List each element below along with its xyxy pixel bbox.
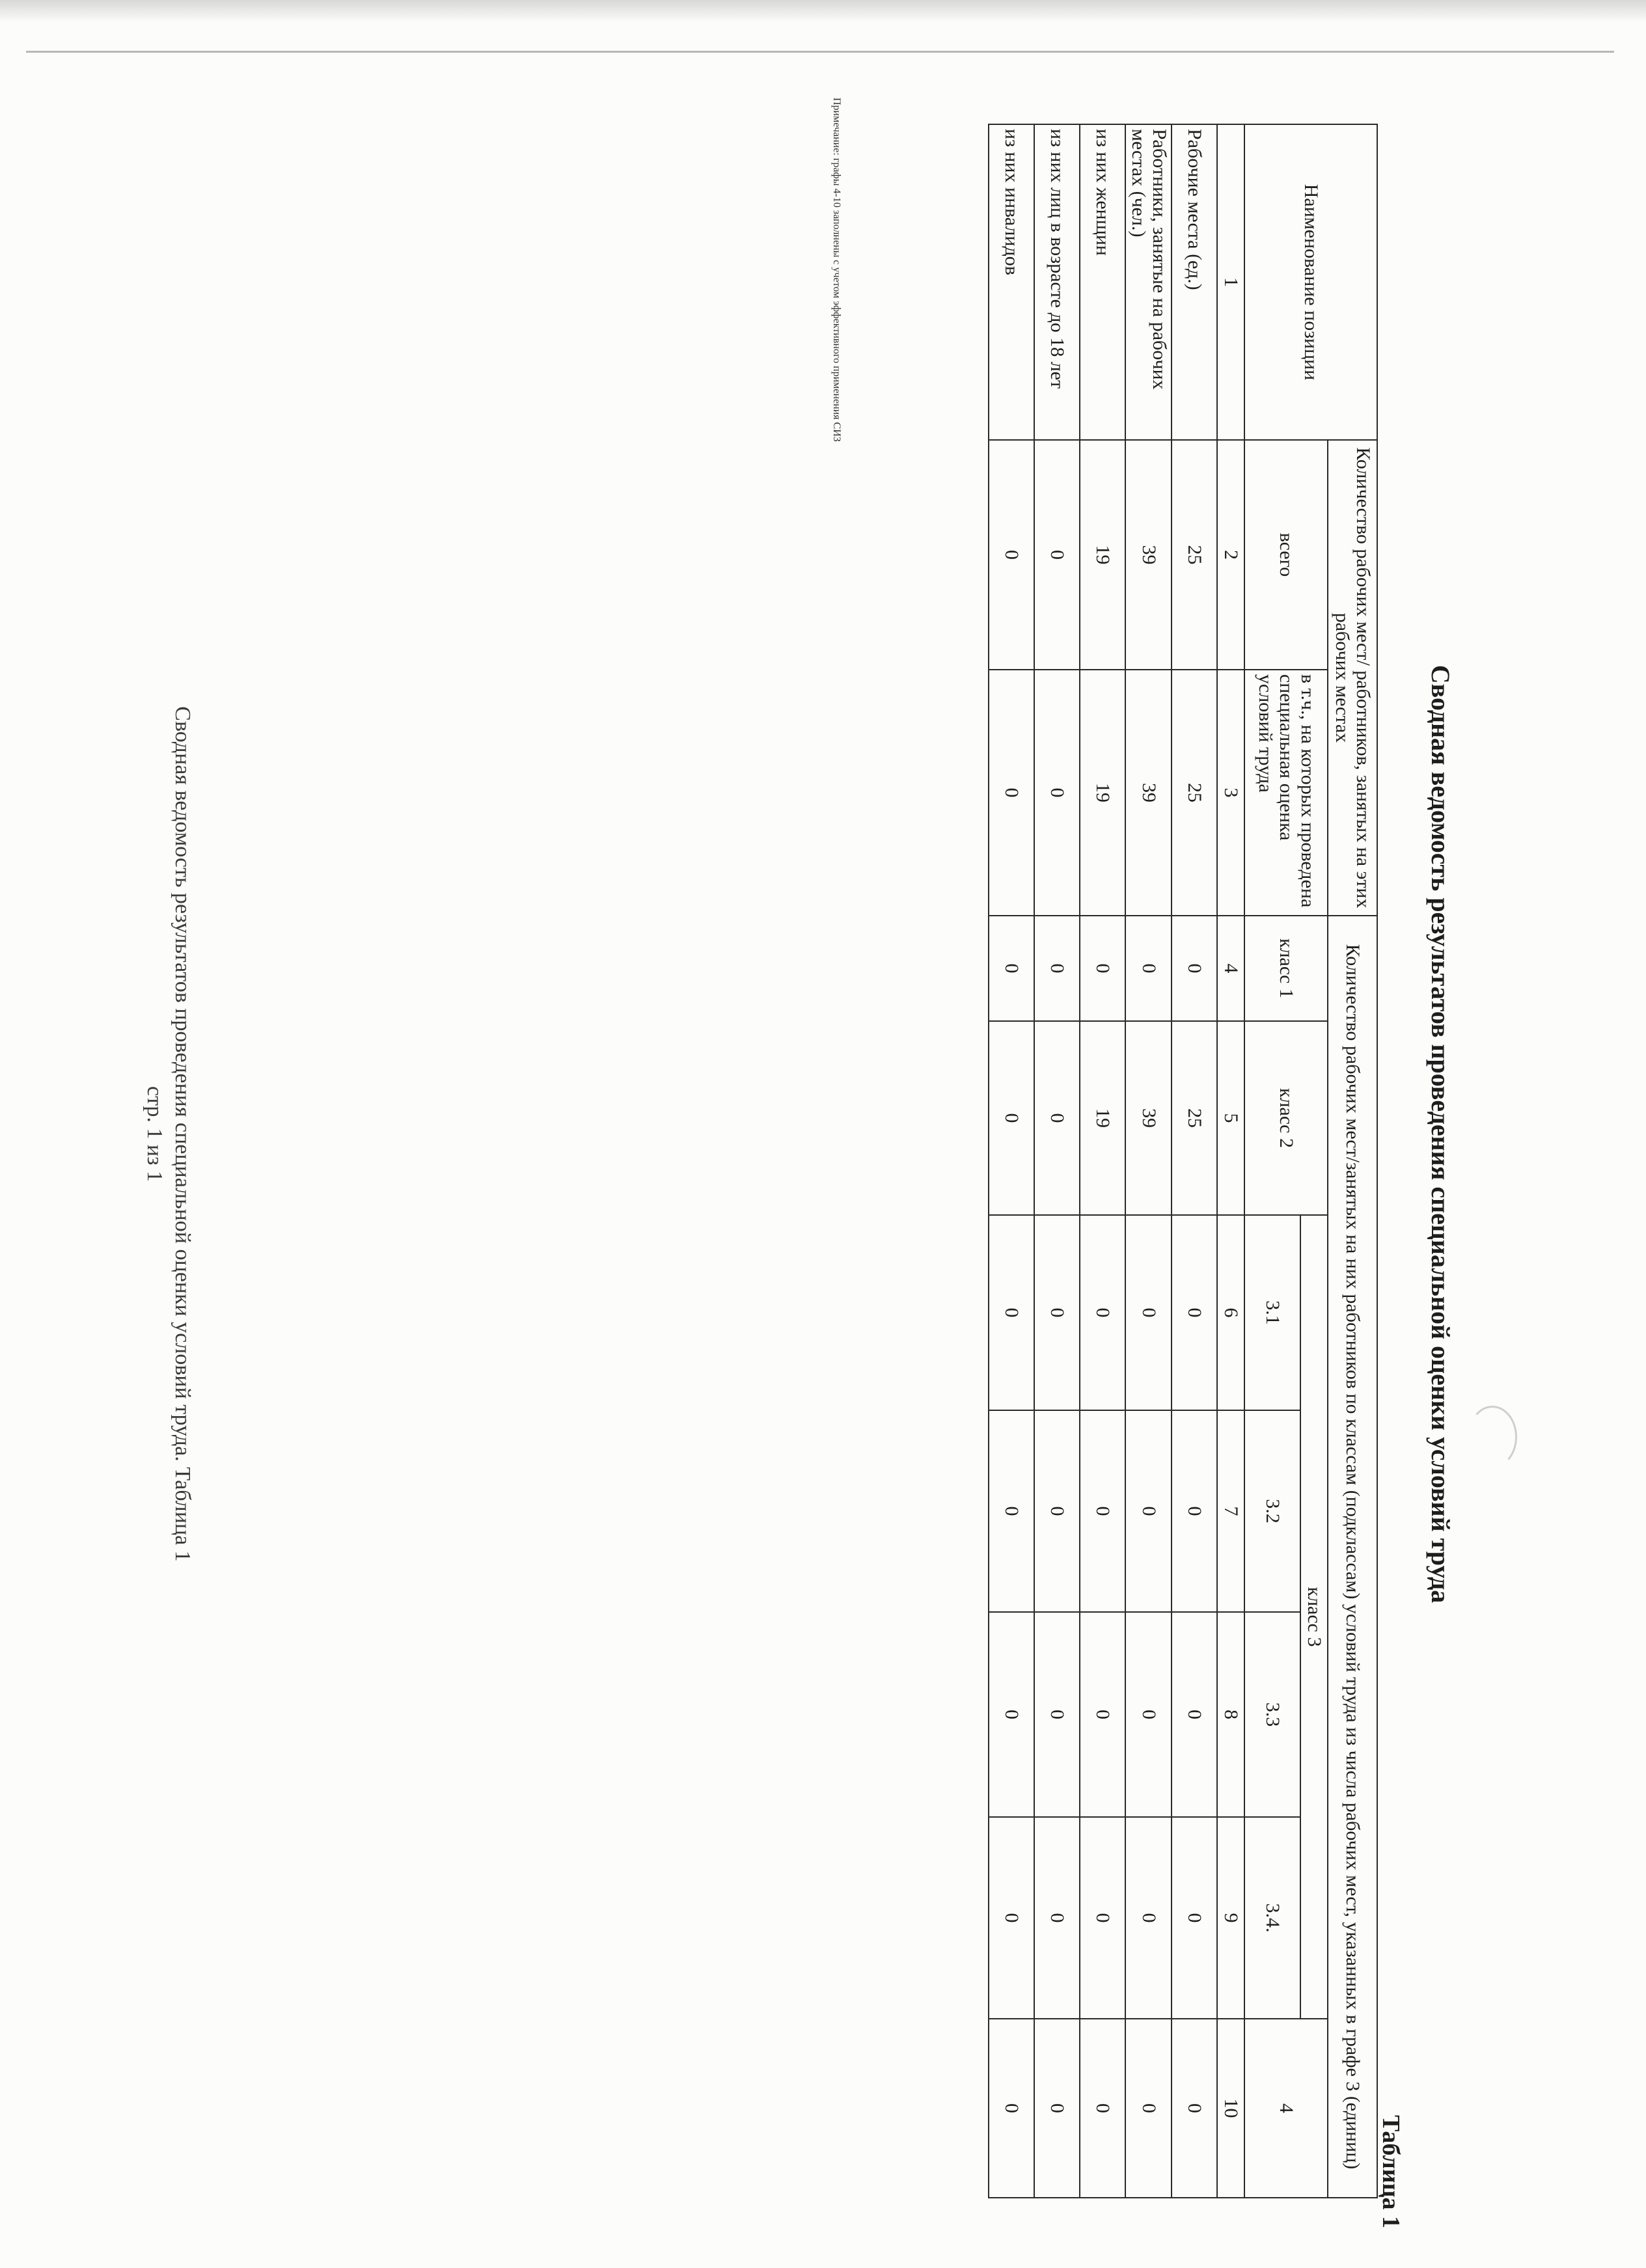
cell-value: 39 <box>1125 1021 1172 1215</box>
table-row-disabled <box>989 124 1034 2198</box>
cell-value: 0 <box>1125 1410 1172 1612</box>
cell-value: 25 <box>1172 1021 1217 1215</box>
cell-value: 0 <box>1080 2019 1125 2198</box>
page-footer <box>141 0 196 2268</box>
column-number: 6 <box>1217 1215 1244 1410</box>
table-row-workplaces <box>1172 124 1217 2198</box>
cell-value: 0 <box>1125 916 1172 1021</box>
cell-value: 0 <box>989 1612 1034 1817</box>
row-label: из них инвалидов <box>989 124 1034 440</box>
header-workplaces-group: Количество рабочих мест/ работников, занятых на этих рабочих местах <box>1328 440 1377 916</box>
cell-value: 0 <box>1034 1410 1080 1612</box>
column-number: 10 <box>1217 2019 1244 2198</box>
cell-value: 0 <box>989 1021 1034 1215</box>
row-label: из них лиц в возрасте до 18 лет <box>1034 124 1080 440</box>
cell-value: 25 <box>1172 440 1217 670</box>
cell-value: 0 <box>1125 1612 1172 1817</box>
cell-value: 0 <box>1172 1612 1217 1817</box>
header-total: всего <box>1244 440 1328 670</box>
header-sub-3-4: 3.4. <box>1244 1817 1300 2019</box>
header-class-3: класс 3 <box>1300 1215 1328 2019</box>
header-sub-3-2: 3.2 <box>1244 1410 1300 1612</box>
document-title: Сводная ведомость результатов проведения специальной оценки условий труда <box>1426 664 1455 1604</box>
header-class-2: класс 2 <box>1244 1021 1328 1215</box>
cell-value: 0 <box>1034 2019 1080 2198</box>
cell-value: 0 <box>1034 1021 1080 1215</box>
footer-title: Сводная ведомость результатов проведения специальной оценки условий труда. Таблица 1 <box>171 706 195 1562</box>
cell-value: 0 <box>989 1817 1034 2019</box>
cell-value: 0 <box>1080 1410 1125 1612</box>
row-label: из них женщин <box>1080 124 1125 440</box>
cell-value: 0 <box>1125 1817 1172 2019</box>
column-number: 8 <box>1217 1612 1244 1817</box>
cell-value: 0 <box>989 916 1034 1021</box>
cell-value: 0 <box>1034 1817 1080 2019</box>
cell-value: 0 <box>1080 1612 1125 1817</box>
column-number: 7 <box>1217 1410 1244 1612</box>
row-label: Рабочие места (ед.) <box>1172 124 1217 440</box>
cell-value: 0 <box>989 1215 1034 1410</box>
header-classes-group: Количество рабочих мест/занятых на них работников по классам (подклассам) условий труда из числа рабочих мест, указанных в графе 3 (единиц) <box>1328 916 1377 2198</box>
table-note: Примечание: графы 4-10 заполнены с учетом эффективного применения СИЗ <box>831 98 842 442</box>
table-row-under-18 <box>1034 124 1080 2198</box>
cell-value: 0 <box>989 440 1034 670</box>
cell-value: 19 <box>1080 670 1125 916</box>
cell-value: 0 <box>1080 1215 1125 1410</box>
column-number: 4 <box>1217 916 1244 1021</box>
column-number: 1 <box>1217 124 1244 440</box>
column-number-row <box>1217 124 1244 2198</box>
table-row-women <box>1080 124 1125 2198</box>
header-class-4: 4 <box>1244 2019 1328 2198</box>
cell-value: 0 <box>1172 2019 1217 2198</box>
summary-table <box>988 124 1378 2198</box>
column-number: 5 <box>1217 1021 1244 1215</box>
cell-value: 0 <box>1034 440 1080 670</box>
cell-value: 19 <box>1080 440 1125 670</box>
table-label: Таблица 1 <box>1377 2115 1405 2229</box>
cell-value: 0 <box>1172 1215 1217 1410</box>
column-number: 3 <box>1217 670 1244 916</box>
cell-value: 0 <box>1172 916 1217 1021</box>
cell-value: 0 <box>1125 1215 1172 1410</box>
header-assessed: в т.ч., на которых проведена специальная оценка условий труда <box>1244 670 1328 916</box>
cell-value: 0 <box>1172 1817 1217 2019</box>
cell-value: 0 <box>1034 1215 1080 1410</box>
cell-value: 0 <box>1125 2019 1172 2198</box>
cell-value: 0 <box>989 1410 1034 1612</box>
header-sub-3-3: 3.3 <box>1244 1612 1300 1817</box>
column-number: 2 <box>1217 440 1244 670</box>
cell-value: 19 <box>1080 1021 1125 1215</box>
cell-value: 0 <box>1034 1612 1080 1817</box>
footer-page-number: стр. 1 из 1 <box>143 1086 167 1182</box>
cell-value: 0 <box>989 2019 1034 2198</box>
header-class-1: класс 1 <box>1244 916 1328 1021</box>
column-number: 9 <box>1217 1817 1244 2019</box>
cell-value: 39 <box>1125 440 1172 670</box>
cell-value: 25 <box>1172 670 1217 916</box>
header-name: Наименование позиции <box>1244 124 1377 440</box>
cell-value: 0 <box>1034 916 1080 1021</box>
cell-value: 0 <box>1080 916 1125 1021</box>
cell-value: 0 <box>1080 1817 1125 2019</box>
cell-value: 0 <box>1034 670 1080 916</box>
cell-value: 0 <box>1172 1410 1217 1612</box>
header-sub-3-1: 3.1 <box>1244 1215 1300 1410</box>
table-row-workers <box>1125 124 1172 2198</box>
row-label: Работники, занятые на рабочих местах (чел.) <box>1125 124 1172 440</box>
cell-value: 0 <box>989 670 1034 916</box>
cell-value: 39 <box>1125 670 1172 916</box>
